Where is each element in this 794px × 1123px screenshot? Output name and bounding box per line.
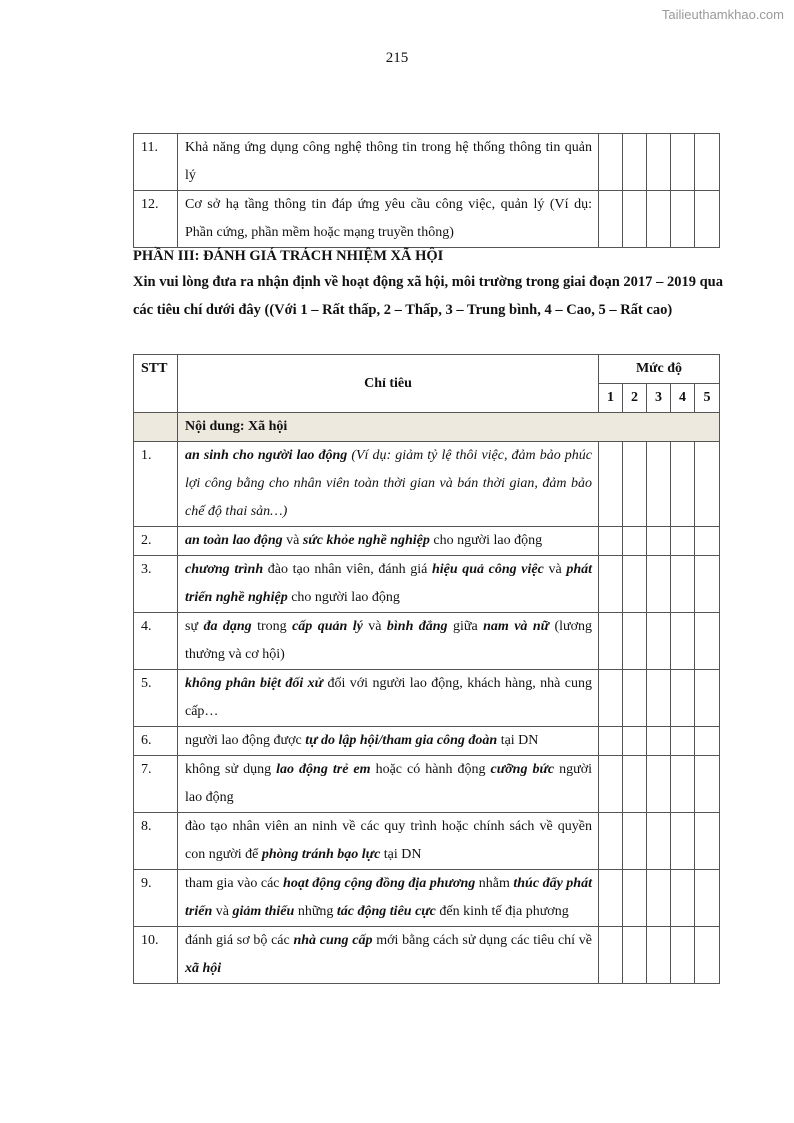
row-number: 3. bbox=[134, 556, 178, 613]
rating-cell[interactable] bbox=[695, 556, 720, 613]
table-row bbox=[134, 556, 720, 613]
rating-cell[interactable] bbox=[623, 191, 647, 248]
text-segment: lao động trẻ em bbox=[276, 762, 371, 777]
text-segment: hoặc có hành động bbox=[370, 762, 491, 777]
rating-cell[interactable] bbox=[623, 556, 647, 613]
criterion-text bbox=[178, 927, 599, 984]
rating-cell[interactable] bbox=[695, 191, 720, 248]
rating-cell[interactable] bbox=[599, 134, 623, 191]
text-segment: phát triển nghề nghiệp bbox=[185, 562, 592, 605]
text-segment: nam và nữ bbox=[483, 619, 550, 634]
rating-cell[interactable] bbox=[671, 927, 695, 984]
text-segment: xã hội bbox=[185, 961, 222, 976]
rating-cell[interactable] bbox=[599, 442, 623, 527]
scale-3-header: 3 bbox=[647, 384, 671, 413]
rating-cell[interactable] bbox=[695, 927, 720, 984]
text-segment: đối với người lao động, khách hàng, nhà cung cấp… bbox=[185, 676, 592, 719]
rating-cell[interactable] bbox=[599, 756, 623, 813]
rating-cell[interactable] bbox=[623, 134, 647, 191]
section-blank bbox=[134, 413, 178, 442]
text-segment: hiệu quả công việc bbox=[431, 562, 544, 577]
row-number: 9. bbox=[134, 870, 178, 927]
text-segment: đào tạo nhân viên, đánh giá bbox=[263, 562, 432, 577]
section-label: Nội dung: Xã hội bbox=[178, 413, 720, 442]
rating-cell[interactable] bbox=[599, 927, 623, 984]
text-segment: đến kinh tế địa phương bbox=[435, 904, 569, 919]
rating-cell[interactable] bbox=[647, 613, 671, 670]
rating-table bbox=[133, 354, 720, 984]
table-row bbox=[134, 927, 720, 984]
row-number: 12. bbox=[134, 191, 178, 248]
text-segment: chương trình bbox=[185, 562, 264, 577]
instruction-text: Xin vui lòng đưa ra nhận định về hoạt động xã hội, môi trường trong giai đoạn 2017 – 2019 qua các tiêu chí dưới đây ((Với 1 – Rất thấp, 2 – Thấp, 3 – Trung bình, 4 – Cao, 5 – Rất cao) bbox=[133, 274, 723, 318]
rating-cell[interactable] bbox=[671, 191, 695, 248]
row-number: 5. bbox=[134, 670, 178, 727]
rating-cell[interactable] bbox=[671, 670, 695, 727]
stt-header: STT bbox=[134, 355, 178, 413]
rating-cell[interactable] bbox=[647, 927, 671, 984]
criterion-text bbox=[178, 727, 599, 756]
text-segment: an toàn lao động bbox=[185, 533, 283, 548]
rating-cell[interactable] bbox=[647, 527, 671, 556]
criterion-text bbox=[178, 613, 599, 670]
criterion-text bbox=[178, 670, 599, 727]
rating-cell[interactable] bbox=[695, 613, 720, 670]
row-number: 10. bbox=[134, 927, 178, 984]
text-segment: không sử dụng bbox=[185, 762, 277, 777]
scale-1-header: 1 bbox=[599, 384, 623, 413]
rating-cell[interactable] bbox=[647, 756, 671, 813]
rating-cell[interactable] bbox=[695, 442, 720, 527]
text-segment: đa dạng bbox=[203, 619, 252, 634]
table-row bbox=[134, 134, 720, 191]
row-number: 2. bbox=[134, 527, 178, 556]
rating-cell[interactable] bbox=[599, 727, 623, 756]
criterion-text bbox=[178, 756, 599, 813]
criterion-text bbox=[178, 813, 599, 870]
rating-cell[interactable] bbox=[671, 527, 695, 556]
table-row bbox=[134, 870, 720, 927]
scale-2-header: 2 bbox=[623, 384, 647, 413]
rating-cell[interactable] bbox=[599, 191, 623, 248]
text-segment: bình đẳng bbox=[386, 619, 448, 634]
text-segment: sự bbox=[185, 619, 204, 634]
rating-cell[interactable] bbox=[671, 442, 695, 527]
row-number: 8. bbox=[134, 813, 178, 870]
rating-cell[interactable] bbox=[695, 756, 720, 813]
rating-cell[interactable] bbox=[695, 727, 720, 756]
row-number: 11. bbox=[134, 134, 178, 191]
text-segment: mới bằng cách sử dụng các tiêu chí về bbox=[372, 933, 593, 948]
rating-cell[interactable] bbox=[695, 870, 720, 927]
text-segment: tự do lập hội/tham gia công đoàn bbox=[305, 733, 498, 748]
text-segment: tại DN bbox=[380, 847, 422, 862]
text-segment: tại DN bbox=[497, 733, 539, 748]
text-segment: và bbox=[282, 533, 303, 548]
rating-cell[interactable] bbox=[623, 613, 647, 670]
rating-cell[interactable] bbox=[647, 670, 671, 727]
table-row bbox=[134, 527, 720, 556]
text-segment: cưỡng bức bbox=[490, 762, 555, 777]
rating-cell[interactable] bbox=[695, 670, 720, 727]
rating-cell[interactable] bbox=[647, 813, 671, 870]
text-segment: sức khỏe nghề nghiệp bbox=[302, 533, 430, 548]
rating-cell[interactable] bbox=[647, 442, 671, 527]
text-segment: và bbox=[362, 619, 387, 634]
text-segment: phòng tránh bạo lực bbox=[261, 847, 381, 862]
text-segment: cho người lao động bbox=[287, 590, 400, 605]
text-segment: tác động tiêu cực bbox=[336, 904, 436, 919]
text-segment: đánh giá sơ bộ các bbox=[185, 933, 294, 948]
row-number: 4. bbox=[134, 613, 178, 670]
rating-cell[interactable] bbox=[695, 134, 720, 191]
watermark: Tailieuthamkhao.com bbox=[661, 7, 784, 22]
text-segment: đào tạo nhân viên an ninh về các quy trình hoặc chính sách về quyền con người để bbox=[185, 819, 592, 862]
text-segment: thúc đẩy phát triển bbox=[185, 876, 592, 919]
rating-cell[interactable] bbox=[599, 527, 623, 556]
rating-cell[interactable] bbox=[623, 756, 647, 813]
rating-cell[interactable] bbox=[647, 556, 671, 613]
rating-cell[interactable] bbox=[599, 813, 623, 870]
continuation-table bbox=[133, 133, 720, 248]
text-segment: an sinh cho người lao động bbox=[185, 448, 348, 463]
rating-cell[interactable] bbox=[623, 727, 647, 756]
text-segment: giữa bbox=[447, 619, 484, 634]
level-header: Mức độ bbox=[599, 355, 720, 384]
text-segment: không phân biệt đối xử bbox=[185, 676, 324, 691]
criterion-text: Cơ sở hạ tầng thông tin đáp ứng yêu cầu công việc, quản lý (Ví dụ: Phần cứng, phần mềm hoặc mạng truyền thông) bbox=[178, 191, 599, 248]
text-segment: người lao động bbox=[185, 762, 592, 805]
table-row bbox=[134, 613, 720, 670]
rating-cell[interactable] bbox=[647, 191, 671, 248]
rating-cell[interactable] bbox=[671, 556, 695, 613]
rating-cell[interactable] bbox=[695, 527, 720, 556]
text-segment: cấp quản lý bbox=[292, 619, 363, 634]
table-row bbox=[134, 191, 720, 248]
criterion-text bbox=[178, 870, 599, 927]
criteria-header: Chỉ tiêu bbox=[178, 355, 599, 413]
criterion-text bbox=[178, 442, 599, 527]
table-row bbox=[134, 813, 720, 870]
scale-5-header: 5 bbox=[695, 384, 720, 413]
criterion-text bbox=[178, 527, 599, 556]
text-segment: (Ví dụ: giảm tỷ lệ thôi việc, đảm bảo phúc lợi công bằng cho nhân viên toàn thời gian và bán thời gian, đảm bảo chế độ thai sản…) bbox=[185, 448, 592, 519]
table-row bbox=[134, 756, 720, 813]
rating-cell[interactable] bbox=[647, 870, 671, 927]
rating-cell[interactable] bbox=[671, 727, 695, 756]
rating-cell[interactable] bbox=[599, 613, 623, 670]
text-segment: tham gia vào các bbox=[185, 876, 284, 891]
table-row bbox=[134, 442, 720, 527]
scale-4-header: 4 bbox=[671, 384, 695, 413]
text-segment: nhằm bbox=[475, 876, 514, 891]
text-segment: những bbox=[294, 904, 337, 919]
section-heading: PHẦN III: ĐÁNH GIÁ TRÁCH NHIỆM XÃ HỘI bbox=[133, 248, 444, 264]
text-segment: nhà cung cấp bbox=[293, 933, 373, 948]
table-row bbox=[134, 727, 720, 756]
rating-cell[interactable] bbox=[671, 813, 695, 870]
text-segment: cho người lao động bbox=[429, 533, 543, 548]
rating-cell[interactable] bbox=[671, 870, 695, 927]
row-number: 6. bbox=[134, 727, 178, 756]
rating-cell[interactable] bbox=[599, 670, 623, 727]
rating-cell[interactable] bbox=[623, 813, 647, 870]
text-segment: và bbox=[212, 904, 233, 919]
rating-cell[interactable] bbox=[623, 870, 647, 927]
table-row bbox=[134, 670, 720, 727]
rating-cell[interactable] bbox=[599, 556, 623, 613]
text-segment: (lương thưởng và cơ hội) bbox=[185, 619, 592, 662]
criterion-text: Khả năng ứng dụng công nghệ thông tin trong hệ thống thông tin quản lý bbox=[178, 134, 599, 191]
row-number: 7. bbox=[134, 756, 178, 813]
text-segment: trong bbox=[251, 619, 293, 634]
rating-cell[interactable] bbox=[671, 613, 695, 670]
page-number: 215 bbox=[385, 50, 409, 66]
rating-cell[interactable] bbox=[647, 134, 671, 191]
text-segment: và bbox=[543, 562, 567, 577]
rating-cell[interactable] bbox=[623, 527, 647, 556]
rating-cell[interactable] bbox=[671, 756, 695, 813]
text-segment: giảm thiểu bbox=[232, 904, 295, 919]
criterion-text bbox=[178, 556, 599, 613]
text-segment: hoạt động cộng đồng địa phương bbox=[283, 876, 476, 891]
rating-cell[interactable] bbox=[623, 927, 647, 984]
rating-cell[interactable] bbox=[671, 134, 695, 191]
rating-cell[interactable] bbox=[695, 813, 720, 870]
rating-cell[interactable] bbox=[623, 442, 647, 527]
text-segment: người lao động được bbox=[185, 733, 306, 748]
rating-cell[interactable] bbox=[647, 727, 671, 756]
rating-cell[interactable] bbox=[599, 870, 623, 927]
rating-cell[interactable] bbox=[623, 670, 647, 727]
row-number: 1. bbox=[134, 442, 178, 527]
